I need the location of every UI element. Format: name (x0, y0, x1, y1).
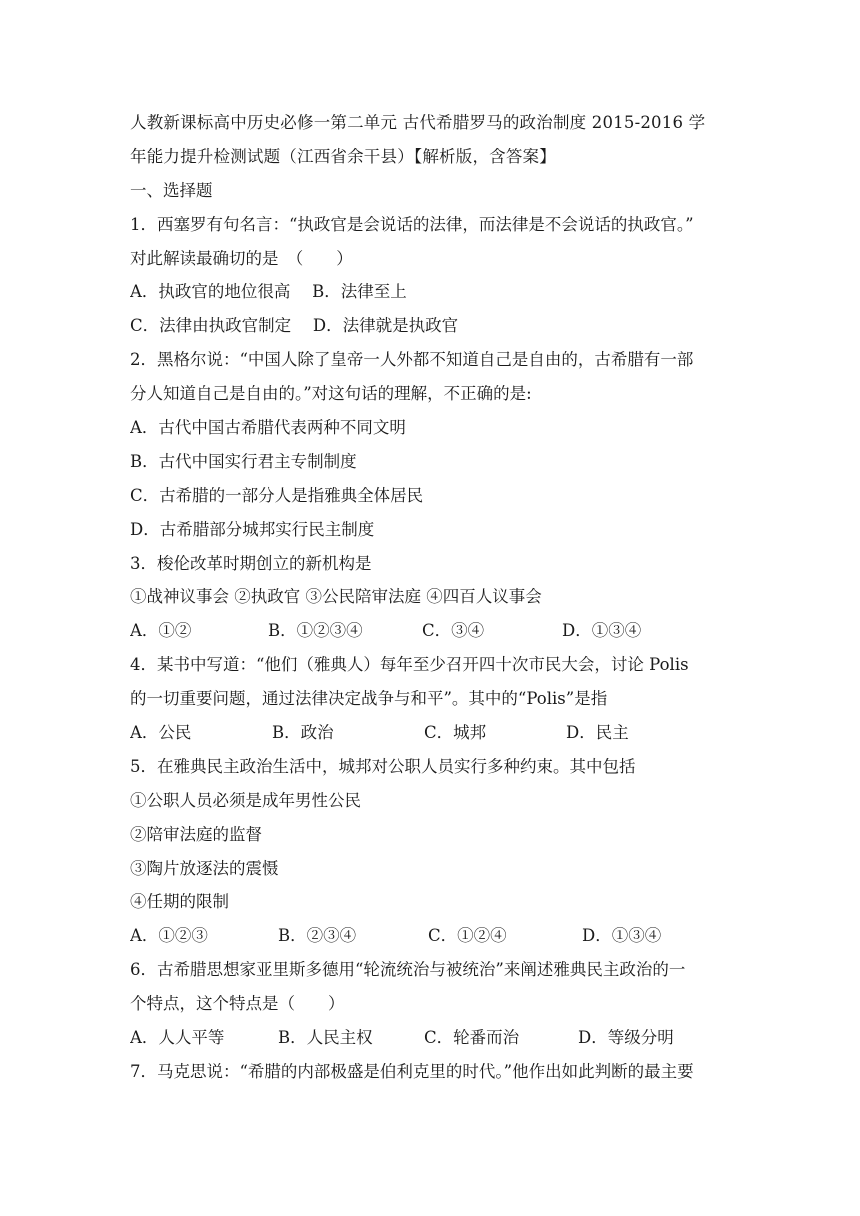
question-5-stem-line-1: 5．在雅典民主政治生活中，城邦对公职人员实行多种约束。其中包括 (130, 756, 636, 776)
question-6-options-row (130, 1021, 738, 1055)
question-3-stem-line-2: ①战神议事会 ②执政官 ③公民陪审法庭 ④四百人议事会 (130, 587, 542, 607)
question-7-stem-line-1: 7．马克思说：“希腊的内部极盛是伯利克里的时代。”他作出如此判断的最主要 (130, 1061, 694, 1081)
question-2-stem-line-2: 分人知道自己是自由的。”对这句话的理解，不正确的是: (130, 384, 532, 404)
question-5 (130, 750, 738, 953)
question-4-option-b: B．政治 (272, 723, 334, 743)
question-6-stem-line-1: 6．古希腊思想家亚里斯多德用“轮流统治与被统治”来阐述雅典民主政治的一 (130, 960, 686, 980)
question-5-option-b: B．②③④ (278, 926, 357, 946)
question-2-stem-line-1: 2．黑格尔说：“中国人除了皇帝一人外都不知道自己是自由的，古希腊有一部 (130, 350, 694, 370)
question-4-stem-line-2: 的一切重要问题，通过法律决定战争与和平”。其中的“Polis”是指 (130, 689, 608, 709)
question-5-options-row (130, 919, 738, 953)
section-heading: 一、选择题 (130, 180, 213, 200)
question-1-options-row-2: C．法律由执政官制定 D．法律就是执政官 (130, 316, 459, 336)
question-5-item-3: ③陶片放逐法的震慑 (130, 858, 279, 878)
question-2-option-b: B．古代中国实行君主专制制度 (130, 451, 357, 471)
question-6-option-b: B．人民主权 (278, 1028, 373, 1048)
question-2-option-d: D．古希腊部分城邦实行民主制度 (130, 519, 375, 539)
question-5-option-a: A．①②③ (130, 926, 208, 946)
question-4-stem-line-1: 4．某书中写道：“他们（雅典人）每年至少召开四十次市民大会，讨论 Polis (130, 655, 689, 675)
question-3-option-c: C．③④ (422, 621, 485, 641)
question-6-option-a: A．人人平等 (130, 1028, 225, 1048)
question-2 (130, 343, 738, 546)
question-2-option-c: C．古希腊的一部分人是指雅典全体居民 (130, 485, 424, 505)
question-5-option-c: C．①②④ (428, 926, 507, 946)
question-6-stem-line-2: 个特点，这个特点是（ ） (130, 994, 345, 1014)
question-3-option-d: D．①③④ (562, 621, 642, 641)
question-1 (130, 208, 738, 344)
question-1-stem-line-2: 对此解读最确切的是 （ ） (130, 248, 353, 268)
question-6-option-c: C．轮番而治 (424, 1028, 520, 1048)
question-4-option-d: D．民主 (566, 723, 629, 743)
question-3-options-row (130, 614, 738, 648)
document-body (130, 106, 738, 1089)
question-1-stem-line-1: 1．西塞罗有句名言：“执政官是会说话的法律，而法律是不会说话的执政官。” (130, 214, 694, 234)
question-6 (130, 953, 738, 1055)
question-3-stem-line-1: 3．梭伦改革时期创立的新机构是 (130, 553, 372, 573)
question-3 (130, 547, 738, 649)
question-4-options-row (130, 716, 738, 750)
question-6-option-d: D．等级分明 (578, 1028, 674, 1048)
question-4-option-c: C．城邦 (424, 723, 487, 743)
question-4-option-a: A．公民 (130, 723, 192, 743)
question-4 (130, 648, 738, 750)
question-2-option-a: A．古代中国古希腊代表两种不同文明 (130, 418, 406, 438)
question-3-option-b: B．①②③④ (268, 621, 363, 641)
document-title-line-2: 年能力提升检测试题（江西省余干县）【解析版，含答案】 (130, 146, 556, 166)
question-5-item-1: ①公职人员必须是成年男性公民 (130, 790, 361, 810)
question-3-option-a: A．①② (130, 621, 192, 641)
question-7 (130, 1055, 738, 1089)
question-5-option-d: D．①③④ (582, 926, 662, 946)
question-1-options-row-1: A．执政官的地位很高 B．法律至上 (130, 282, 407, 302)
document-title-line-1: 人教新课标高中历史必修一第二单元 古代希腊罗马的政治制度 2015-2016 学 (130, 113, 706, 132)
question-5-item-2: ②陪审法庭的监督 (130, 824, 262, 844)
question-5-item-4: ④任期的限制 (130, 892, 229, 912)
